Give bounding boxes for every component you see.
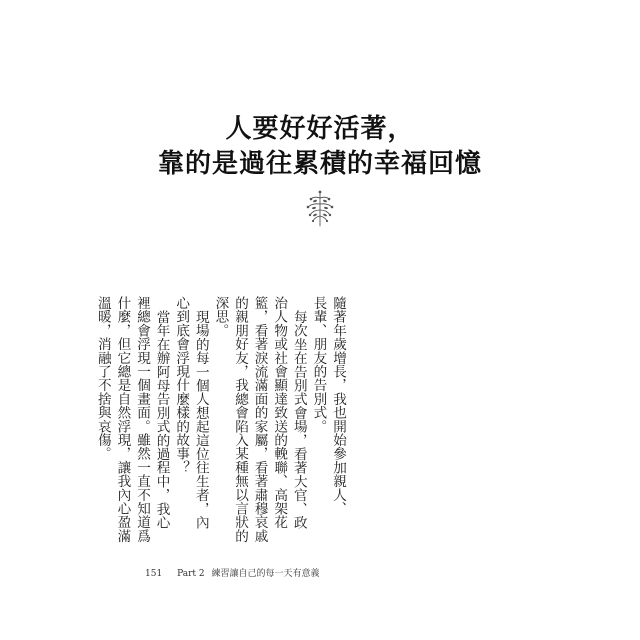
page-footer — [145, 566, 319, 579]
body-text-line: 長輩、朋友的告別式。 — [310, 296, 327, 433]
body-text-line: 現場的每一個人想起這位往生者，內 — [192, 310, 209, 530]
body-text-line: 每次坐在告別式會場，看著大官、政 — [290, 310, 307, 530]
part-label: Part 2 — [177, 569, 205, 579]
body-text-line: 深思。 — [212, 296, 229, 338]
body-text-line: 籃，看著淚流滿面的家屬，看著肅穆哀戚 — [251, 296, 268, 543]
body-text-line: 心到底會浮現什麼樣的故事？ — [173, 296, 190, 475]
body-text-line: 什麼，但它總是自然浮現，讓我內心盈滿 — [114, 296, 131, 543]
chapter-title-line-2: 靠的是過往累積的幸福回憶 — [157, 149, 482, 179]
floral-sprig-icon — [300, 188, 340, 228]
page-number: 151 — [145, 569, 163, 579]
chapter-title-line-1: 人要好好活著， — [225, 114, 415, 144]
body-text-line: 的親朋好友，我總會陷入某種無以言狀的 — [232, 296, 248, 543]
running-header-chapter: 練習讓自己的每一天有意義 — [211, 569, 320, 579]
body-text-line: 隨著年歲增長，我也開始參加親人、 — [330, 296, 346, 516]
body-text-line: 溫暖，消融了不捨與哀傷。 — [94, 296, 111, 461]
body-text-line: 裡總會浮現一個畫面。雖然一直不知道爲 — [134, 296, 150, 543]
body-text-line: 治人物或社會顯達致送的輓聯、高架花 — [271, 296, 288, 529]
body-text-line: 當年在辦阿母告別式的過程中，我心 — [153, 310, 170, 530]
